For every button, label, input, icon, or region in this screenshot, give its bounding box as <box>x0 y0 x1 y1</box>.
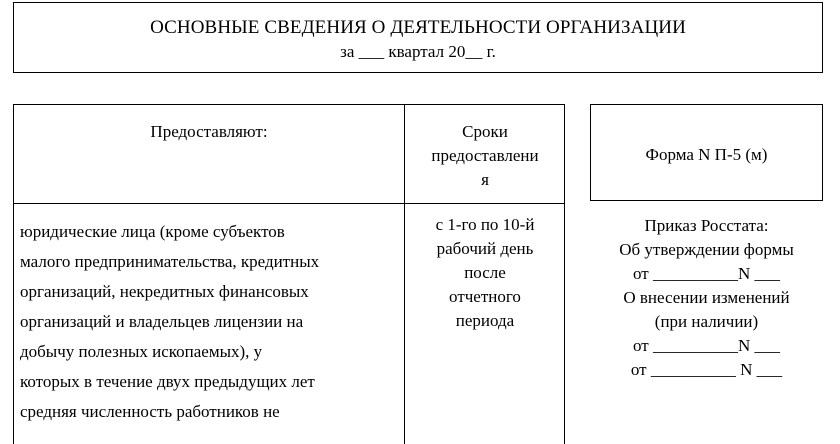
form-code: Форма N П-5 (м) <box>645 145 768 164</box>
reporting-period: за ___ квартал 20__ г. <box>340 42 496 61</box>
description-line: юридические лица (кроме субъектов <box>20 222 285 241</box>
header-deadlines-line: я <box>481 170 489 189</box>
header-deadlines <box>405 120 565 192</box>
order-line: Об утверждении формы <box>619 240 794 259</box>
header-row-divider <box>14 203 564 204</box>
rosstat-order <box>590 214 823 382</box>
document-title-box <box>13 2 823 73</box>
form-code-box <box>590 104 823 201</box>
order-line: О внесении изменений <box>623 288 790 307</box>
description-line: малого предпринимательства, кредитных <box>20 252 320 271</box>
document-title: ОСНОВНЫЕ СВЕДЕНИЯ О ДЕЯТЕЛЬНОСТИ ОРГАНИЗАЦИИ <box>150 17 686 38</box>
header-submitters: Предоставляют: <box>150 122 268 141</box>
deadline-line: отчетного <box>449 287 521 306</box>
order-line: Приказ Росстата: <box>644 216 769 235</box>
submitters-description <box>20 217 400 427</box>
description-line: средняя численность работников не <box>20 402 280 421</box>
submitters-table <box>13 104 565 444</box>
order-line: от __________ N ___ <box>630 360 783 379</box>
description-line: организаций и владельцев лицензии на <box>20 312 304 331</box>
order-line: (при наличии) <box>654 312 759 331</box>
header-deadlines-line: предоставлени <box>431 146 539 165</box>
description-line: организаций, некредитных финансовых <box>20 282 309 301</box>
deadlines-description <box>405 213 565 333</box>
deadline-line: с 1-го по 10-й <box>435 215 535 234</box>
deadline-line: рабочий день <box>436 239 534 258</box>
header-deadlines-line: Сроки <box>462 122 508 141</box>
deadline-line: после <box>464 263 506 282</box>
deadline-line: периода <box>455 311 515 330</box>
description-line: которых в течение двух предыдущих лет <box>20 372 315 391</box>
order-line: от __________N ___ <box>633 336 780 355</box>
order-line: от __________N ___ <box>633 264 780 283</box>
description-line: добычу полезных ископаемых), у <box>20 342 263 361</box>
